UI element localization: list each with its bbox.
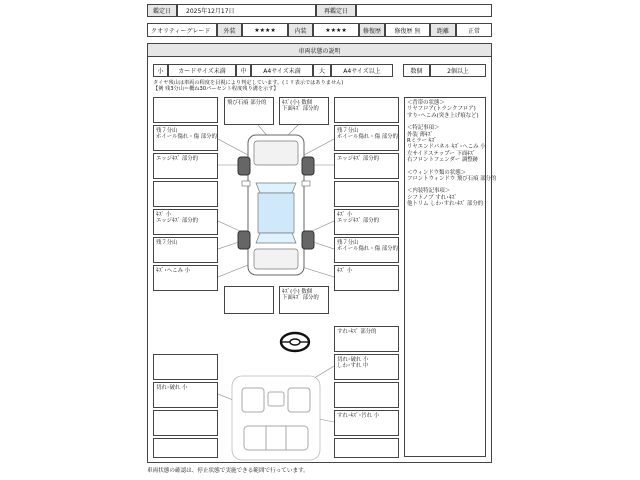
label-left-1b: ホイール傷れ・傷 部分的 (156, 134, 217, 141)
side-notes-box (404, 97, 497, 457)
blank-box-interior-left-bottom (153, 438, 218, 458)
label-box-left-1 (153, 125, 218, 151)
label-box-interior-left-1 (153, 382, 218, 408)
label-top-right-1: ｷｽﾞ(小) 数個 (282, 100, 313, 106)
label-left-5: ｷｽﾞ･へこみ 小 (156, 268, 191, 274)
label-box-right-4 (334, 237, 399, 263)
interior-seat-diagram (218, 366, 334, 462)
label-top-right-2: 下面ｷｽﾞ 部分的 (282, 106, 319, 113)
blank-box-interior-right (334, 382, 399, 408)
car-top-view-diagram (218, 125, 334, 285)
reinspection-date-label: 再鑑定日 (316, 4, 356, 17)
meter-value: 正常 (456, 23, 492, 37)
reinspection-date-value (356, 4, 492, 17)
label-steering: すれ･ｷｽﾞ 部分的 (337, 329, 377, 335)
special-note-3: リヤエンドパネル ｷｽﾞ･へこみ 小 (407, 144, 486, 151)
window-note-1: フロントウィンドウ 飛び石痕 部分的 (407, 176, 497, 183)
blank-box-left-mid (153, 181, 218, 207)
interior-note-1: シフトノブ すれ･ｷｽﾞ (407, 194, 457, 201)
repair-history-label: 修復歴 (359, 23, 385, 37)
interior-title: ＜内装特記事項＞ (407, 188, 451, 195)
label-right-3a: ｷｽﾞ 小 (337, 212, 353, 218)
size-mid-desc: A4サイズ未満 (251, 64, 313, 77)
exterior-label: 外装 (217, 23, 242, 37)
blank-box-interior-left-top (153, 354, 218, 380)
label-left-3a: ｷｽﾞ 小 (156, 212, 172, 218)
special-note-4: 左サイドステップー 下面ｷｽﾞ (407, 150, 476, 157)
section-title: 車両状態の説明 (147, 43, 492, 57)
label-bottom-1: ｷｽﾞ(小) 数個 (282, 289, 313, 295)
size-mid: 中 (236, 64, 251, 77)
interior-label: 内装 (288, 23, 313, 37)
label-right-1b: ホイール傷れ・傷 部分的 (337, 134, 398, 141)
label-interior-r2: すれ･ｷｽﾞ･汚れ 小 (337, 413, 380, 419)
window-title: ＜ウィンドウ類の状態＞ (407, 169, 466, 176)
label-box-interior-right-2 (334, 410, 399, 436)
label-box-left-3 (153, 209, 218, 235)
inspection-date-value: 2025年12月17日 (177, 4, 316, 17)
label-interior-r1a: 切れ･破れ 小 (337, 357, 369, 363)
label-box-right-1 (334, 125, 399, 151)
label-box-steering (334, 326, 399, 352)
label-box-interior-right-1 (334, 354, 399, 380)
label-box-left-5 (153, 265, 218, 291)
size-small-desc: カードサイズ未満 (168, 64, 236, 77)
count-label: 数個 (403, 64, 430, 77)
repair-history-value: 修復歴 無 (385, 23, 430, 37)
special-title: ＜特記事項＞ (407, 125, 440, 132)
label-left-3b: エッジｷｽﾞ 部分的 (156, 218, 199, 225)
steering-wheel-icon (279, 330, 311, 354)
size-large: 大 (313, 64, 331, 77)
label-right-2: エッジｷｽﾞ 部分的 (337, 156, 380, 162)
label-interior-r1b: しわ･すれ 中 (337, 363, 369, 370)
special-note-1: 外装 薄ｷｽﾞ (407, 131, 433, 138)
blank-box-left-top (153, 97, 218, 123)
label-bottom-2: 下面ｷｽﾞ 部分的 (282, 295, 319, 302)
footer-note: 車両状態の確認は、停止状態で実施できる範囲で行っています。 (147, 468, 309, 474)
label-box-right-3 (334, 209, 399, 235)
label-interior-l1: 切れ･破れ 小 (156, 385, 188, 391)
back-note-2: すり･へこみ(突き上げ痕など) (407, 112, 479, 119)
label-right-5: ｷｽﾞ 小 (337, 268, 353, 274)
meter-label: 距離 (430, 23, 456, 37)
label-box-left-4 (153, 237, 218, 263)
label-box-left-2 (153, 153, 218, 179)
label-box-right-5 (334, 265, 399, 291)
quality-grade-label: クオリティーグレード (147, 23, 217, 37)
label-box-bottom-right (279, 286, 329, 314)
inspection-date-label: 鑑定日 (147, 4, 177, 17)
special-note-5: 右フロントフェンダー 調整跡 (407, 157, 479, 164)
blank-box-interior-right-bottom (334, 438, 399, 458)
size-small: 小 (153, 64, 168, 77)
interior-value: ★★★★ (313, 23, 359, 37)
label-right-1a: 残７分山 (337, 128, 359, 134)
label-left-1a: 残７分山 (156, 128, 178, 134)
tire-note-line2: 【例 残3分山＝概ね30パーセント程度残り溝を示す】 (153, 86, 279, 92)
label-left-2: エッジｷｽﾞ 部分的 (156, 156, 199, 162)
blank-box-right-top (334, 97, 399, 123)
tire-note-line1: タイヤ残山は車両の程度を目視により判定しています。(ミリ表示ではありません) (153, 80, 344, 86)
count-desc: 2個以上 (430, 64, 486, 77)
interior-note-2: 他トリム しわ･すれ･ｷｽﾞ 部分的 (407, 201, 484, 208)
back-note-1: リヤフロア(トランクフロア) (407, 106, 476, 113)
label-box-top-left (224, 97, 274, 125)
label-box-top-right (279, 97, 329, 125)
exterior-value: ★★★★ (242, 23, 288, 37)
blank-box-bottom-left (224, 286, 274, 314)
label-top-left: 飛び石痕 部分的 (227, 100, 267, 106)
special-note-2: Rミラー ｷｽﾞ (407, 138, 437, 145)
blank-box-right-mid (334, 181, 399, 207)
back-title: ＜背帯の状態＞ (407, 100, 445, 106)
label-right-4b: ホイール傷れ・傷 部分的 (337, 246, 398, 253)
label-left-4: 残７分山 (156, 240, 178, 246)
label-right-3b: エッジｷｽﾞ 部分的 (337, 218, 380, 225)
size-large-desc: A4サイズ以上 (331, 64, 393, 77)
label-box-right-2 (334, 153, 399, 179)
label-right-4a: 残７分山 (337, 240, 359, 246)
blank-box-interior-left-mid (153, 410, 218, 436)
